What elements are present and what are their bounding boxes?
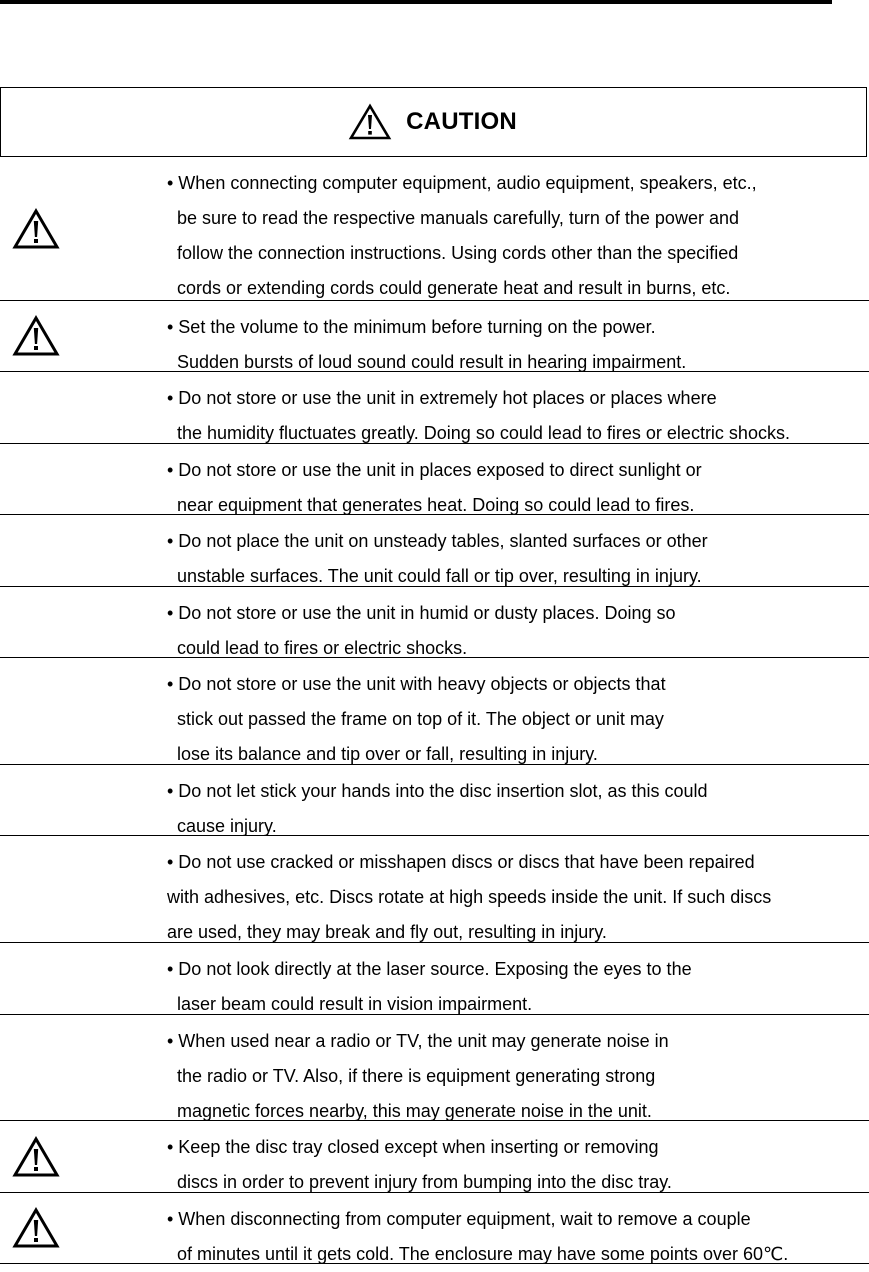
caution-item xyxy=(0,765,869,836)
caution-line: stick out passed the frame on top of it. The object or unit may xyxy=(177,709,664,729)
caution-line: the humidity fluctuates greatly. Doing so could lead to fires or electric shocks. xyxy=(177,423,790,443)
caution-text xyxy=(167,1193,869,1272)
caution-line: • When used near a radio or TV, the unit may generate noise in xyxy=(167,1031,669,1051)
caution-text xyxy=(167,157,869,306)
caution-item xyxy=(0,515,869,587)
caution-item xyxy=(0,1015,869,1121)
caution-item xyxy=(0,372,869,444)
caution-text xyxy=(167,658,869,772)
caution-text xyxy=(167,301,869,380)
caution-line: cords or extending cords could generate heat and result in burns, etc. xyxy=(177,278,731,298)
top-rule xyxy=(0,0,832,4)
caution-line: • Do not look directly at the laser source. Exposing the eyes to the xyxy=(167,959,692,979)
warning-triangle-icon xyxy=(12,157,62,300)
caution-item xyxy=(0,1121,869,1193)
caution-line: • When disconnecting from computer equipment, wait to remove a couple xyxy=(167,1209,751,1229)
caution-line: • Set the volume to the minimum before turning on the power. xyxy=(167,317,656,337)
caution-item xyxy=(0,301,869,372)
caution-item xyxy=(0,444,869,515)
caution-line: the radio or TV. Also, if there is equipment generating strong xyxy=(177,1066,656,1086)
caution-line: magnetic forces nearby, this may generate noise in the unit. xyxy=(177,1101,652,1121)
caution-text xyxy=(167,372,869,451)
caution-line: • Do not store or use the unit in humid or dusty places. Doing so xyxy=(167,603,676,623)
caution-line: • Do not place the unit on unsteady tables, slanted surfaces or other xyxy=(167,531,708,551)
caution-line: near equipment that generates heat. Doing so could lead to fires. xyxy=(177,495,695,515)
caution-line: • Keep the disc tray closed except when inserting or removing xyxy=(167,1137,659,1157)
caution-line: • Do not store or use the unit with heavy objects or objects that xyxy=(167,674,666,694)
caution-item xyxy=(0,157,869,301)
caution-line: with adhesives, etc. Discs rotate at high speeds inside the unit. If such discs xyxy=(167,887,772,907)
warning-triangle-icon xyxy=(12,301,62,371)
caution-text xyxy=(167,943,869,1022)
warning-triangle-icon xyxy=(12,1121,62,1192)
caution-text xyxy=(167,1015,869,1129)
warning-triangle-icon xyxy=(348,103,392,141)
caution-line: of minutes until it gets cold. The enclosure may have some points over 60℃. xyxy=(177,1244,789,1264)
caution-header xyxy=(0,87,867,157)
caution-text xyxy=(167,765,869,844)
caution-line: be sure to read the respective manuals carefully, turn of the power and xyxy=(177,208,739,228)
caution-line: unstable surfaces. The unit could fall or tip over, resulting in injury. xyxy=(177,566,702,586)
caution-line: discs in order to prevent injury from bumping into the disc tray. xyxy=(177,1172,672,1192)
caution-line: • Do not let stick your hands into the disc insertion slot, as this could xyxy=(167,781,708,801)
caution-line: could lead to fires or electric shocks. xyxy=(177,638,468,658)
caution-line: • Do not use cracked or misshapen discs or discs that have been repaired xyxy=(167,852,755,872)
caution-line: • Do not store or use the unit in extremely hot places or places where xyxy=(167,388,717,408)
caution-line: • Do not store or use the unit in places exposed to direct sunlight or xyxy=(167,460,702,480)
caution-item xyxy=(0,943,869,1015)
caution-text xyxy=(167,444,869,523)
caution-item xyxy=(0,587,869,658)
caution-item xyxy=(0,1193,869,1264)
caution-line: are used, they may break and fly out, resulting in injury. xyxy=(167,922,607,942)
caution-line: laser beam could result in vision impairment. xyxy=(177,994,533,1014)
caution-line: follow the connection instructions. Using cords other than the specified xyxy=(177,243,739,263)
page-title: CAUTION xyxy=(406,108,517,135)
caution-text xyxy=(167,515,869,594)
caution-item xyxy=(0,836,869,943)
caution-text xyxy=(167,836,869,950)
caution-line: Sudden bursts of loud sound could result in hearing impairment. xyxy=(177,352,687,372)
caution-list xyxy=(0,157,869,1264)
caution-text xyxy=(167,587,869,666)
caution-line: lose its balance and tip over or fall, resulting in injury. xyxy=(177,744,598,764)
caution-text xyxy=(167,1121,869,1200)
warning-triangle-icon xyxy=(12,1193,62,1263)
caution-line: • When connecting computer equipment, audio equipment, speakers, etc., xyxy=(167,173,757,193)
caution-line: cause injury. xyxy=(177,816,277,836)
caution-item xyxy=(0,658,869,765)
